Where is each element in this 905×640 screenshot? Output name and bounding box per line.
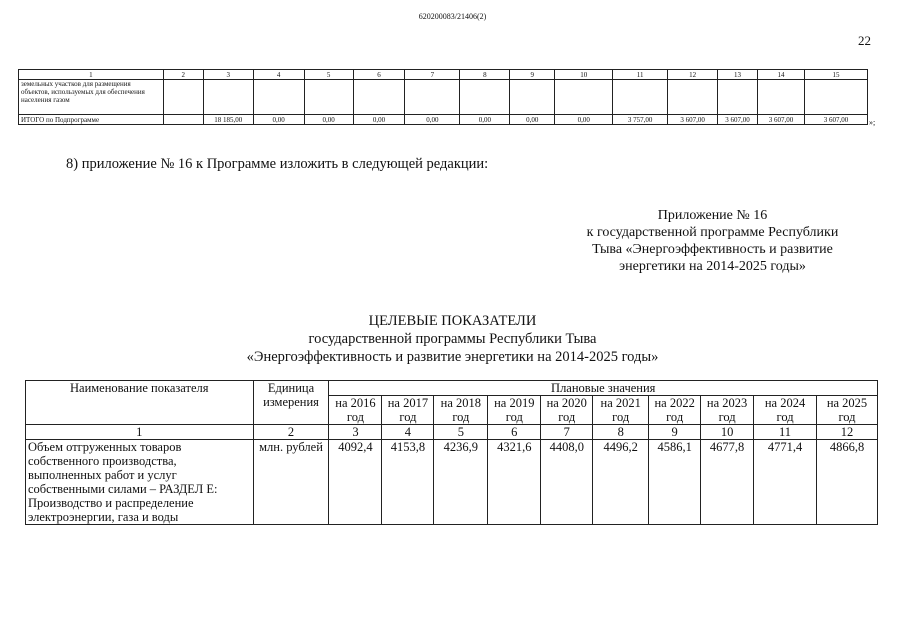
year-header: на 2022 год — [649, 396, 701, 425]
value-cell: 4586,1 — [649, 440, 701, 525]
col-number: 4 — [253, 70, 304, 80]
col-number: 8 — [460, 70, 510, 80]
value-cell: 4092,4 — [329, 440, 382, 525]
cell: 3 607,00 — [758, 115, 805, 125]
col-number: 2 — [163, 70, 203, 80]
value-cell: 4771,4 — [754, 440, 817, 525]
header-row — [26, 381, 878, 396]
closing-quote-mark: »; — [869, 118, 876, 127]
cell: 18 185,00 — [203, 115, 253, 125]
document-id: 620200083/21406(2) — [418, 12, 487, 21]
year-header: на 2017 год — [382, 396, 434, 425]
indicator-name: Объем отгруженных товаров собственного производства, выполненных работ и услуг собственными силами – РАЗДЕЛ Е: Производство и распределение электроэнергии, газа и воды — [26, 440, 254, 525]
appendix-line: к государственной программе Республики — [586, 225, 839, 240]
col-number: 12 — [668, 70, 718, 80]
subprogram-table-fragment — [18, 69, 868, 125]
col-number: 5 — [434, 425, 488, 440]
appendix-line: Приложение № 16 — [657, 208, 768, 223]
cell: 0,00 — [405, 115, 460, 125]
value-cell: 4677,8 — [701, 440, 754, 525]
value-cell: 4321,6 — [488, 440, 541, 525]
amendment-text: 8) приложение № 16 к Программе изложить в следующей редакции: — [66, 156, 489, 172]
cell: 3 607,00 — [718, 115, 758, 125]
target-indicators-table — [25, 380, 878, 525]
col-number: 3 — [329, 425, 382, 440]
col-number: 1 — [26, 425, 254, 440]
col-number: 15 — [804, 70, 867, 80]
col-number: 7 — [541, 425, 593, 440]
col-number: 7 — [405, 70, 460, 80]
col-number: 11 — [613, 70, 668, 80]
cell: 0,00 — [304, 115, 353, 125]
col-number: 4 — [382, 425, 434, 440]
column-number-row — [19, 70, 868, 80]
col-number: 12 — [817, 425, 878, 440]
column-number-row — [26, 425, 878, 440]
cell: 0,00 — [253, 115, 304, 125]
cell: 0,00 — [460, 115, 510, 125]
col-number: 1 — [19, 70, 164, 80]
value-cell: 4408,0 — [541, 440, 593, 525]
row-name: земельных участков для размещения объектов, используемых для обеспечения населения газом — [19, 80, 164, 115]
title-line: ЦЕЛЕВЫЕ ПОКАЗАТЕЛИ — [368, 313, 537, 329]
subprogram-total-row — [19, 115, 868, 125]
col-number: 3 — [203, 70, 253, 80]
header-planned-values: Плановые значения — [329, 381, 878, 396]
value-cell: 4866,8 — [817, 440, 878, 525]
year-header: на 2020 год — [541, 396, 593, 425]
cell: 3 607,00 — [804, 115, 867, 125]
value-cell: 4496,2 — [593, 440, 649, 525]
indicator-unit: млн. рублей — [253, 440, 329, 525]
page-number: 22 — [858, 33, 871, 48]
header-unit: Единица измерения — [253, 381, 329, 425]
cell — [163, 115, 203, 125]
col-number: 2 — [253, 425, 329, 440]
value-cell: 4153,8 — [382, 440, 434, 525]
year-header: на 2024 год — [754, 396, 817, 425]
col-number: 13 — [718, 70, 758, 80]
year-header: на 2023 год — [701, 396, 754, 425]
cell: 3 757,00 — [613, 115, 668, 125]
title-line: «Энергоэффективность и развитие энергетики на 2014-2025 годы» — [246, 349, 659, 365]
col-number: 5 — [304, 70, 353, 80]
year-header: на 2025 год — [817, 396, 878, 425]
value-cell: 4236,9 — [434, 440, 488, 525]
cell: 0,00 — [555, 115, 613, 125]
appendix-line: энергетики на 2014-2025 годы» — [619, 259, 806, 274]
col-number: 9 — [649, 425, 701, 440]
row-name: ИТОГО по Подпрограмме — [19, 115, 164, 125]
year-header: на 2016 год — [329, 396, 382, 425]
table-row — [26, 440, 878, 525]
col-number: 6 — [488, 425, 541, 440]
title-line: государственной программы Республики Тыва — [308, 331, 597, 347]
col-number: 8 — [593, 425, 649, 440]
col-number: 10 — [701, 425, 754, 440]
col-number: 11 — [754, 425, 817, 440]
document-title — [0, 312, 905, 366]
appendix-line: Тыва «Энергоэффективность и развитие — [592, 242, 833, 257]
col-number: 10 — [555, 70, 613, 80]
year-header: на 2019 год — [488, 396, 541, 425]
col-number: 6 — [353, 70, 405, 80]
col-number: 14 — [758, 70, 805, 80]
cell: 0,00 — [510, 115, 555, 125]
land-plots-row — [19, 80, 868, 115]
appendix-caption — [540, 207, 885, 275]
cell: 3 607,00 — [668, 115, 718, 125]
cell: 0,00 — [353, 115, 405, 125]
header-indicator-name: Наименование показателя — [26, 381, 254, 425]
year-header: на 2018 год — [434, 396, 488, 425]
col-number: 9 — [510, 70, 555, 80]
year-header: на 2021 год — [593, 396, 649, 425]
